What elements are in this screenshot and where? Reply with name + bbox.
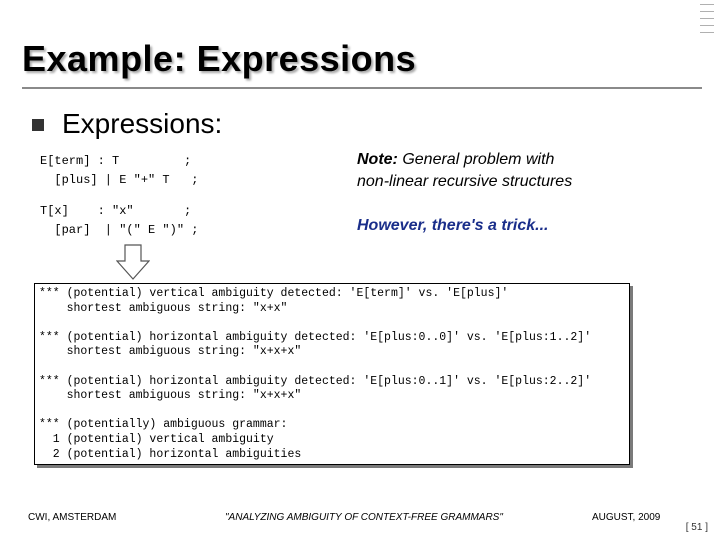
corner-decoration [700, 4, 714, 39]
tool-output-box [34, 283, 630, 465]
grammar-rule-t: T[x] : "x" ; [par] | "(" E ")" ; [40, 204, 199, 237]
note-general-problem [357, 149, 572, 193]
square-bullet-icon [32, 119, 44, 131]
grammar-rule-e: E[term] : T ; [plus] | E "+" T ; [40, 154, 199, 187]
footer-date: AUGUST, 2009 [592, 512, 661, 523]
slide-title: Example: Expressions [22, 38, 417, 79]
ambiguity-report: *** (potential) vertical ambiguity detected: 'E[term]' vs. 'E[plus]' shortest ambiguous string: "x+x" *** (potential) horizontal ambiguity detected: 'E[plus:0..0]' vs. 'E[plus:1..2]' shortest ambiguous string: "x+x+x" *** (potential) horizontal ambiguity detected: 'E[plus:0..1]' vs. 'E[plus:2..2]' shortest ambiguous string: "x+x+x" *** (potentially) ambiguous grammar: 1 (potential) vertical ambiguity 2 (potential) horizontal ambiguities [39, 287, 592, 461]
page-number: [ 51 ] [685, 522, 708, 533]
note-label: Note: [357, 151, 398, 168]
down-arrow-icon [116, 244, 150, 280]
note-text: General problem with non-linear recursive structures [357, 151, 573, 190]
footer-institution: CWI, AMSTERDAM [28, 512, 117, 523]
footer-talk-title: "ANALYZING AMBIGUITY OF CONTEXT-FREE GRAMMARS" [225, 512, 503, 523]
note-trick: However, there's a trick... [357, 217, 549, 234]
bullet-text: Expressions: [62, 108, 223, 139]
title-divider [22, 87, 702, 89]
